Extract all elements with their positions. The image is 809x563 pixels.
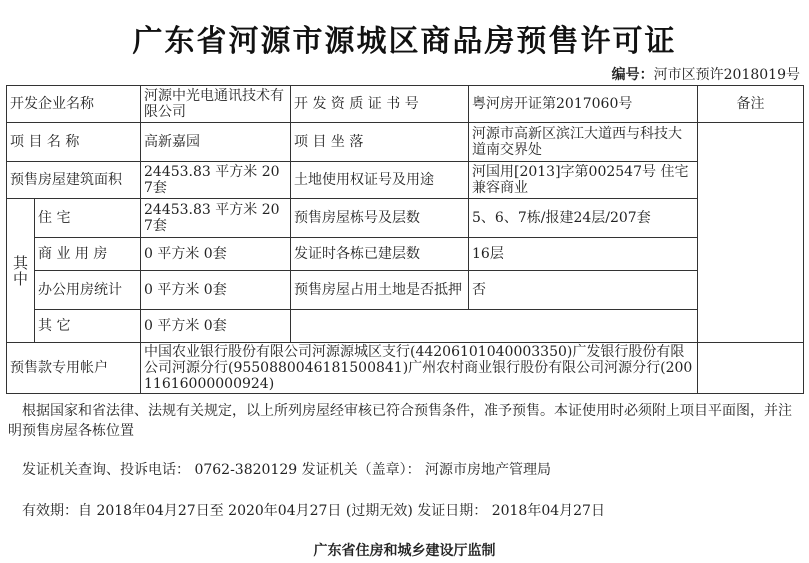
qualification-value: 粤河房开证第2017060号 (469, 86, 698, 123)
issuer-footer: 广东省住房和城乡建设厅监制 (313, 543, 496, 559)
project-name-value: 高新嘉园 (141, 123, 291, 162)
table-row (7, 162, 804, 199)
location-label: 项 目 坐 落 (291, 123, 469, 162)
permit-table (6, 85, 804, 394)
qualification-label: 开 发 资 质 证 书 号 (291, 86, 469, 123)
account-label: 预售款专用帐户 (7, 343, 141, 394)
developer-label: 开发企业名称 (7, 86, 141, 123)
floors-built-label: 发证时各栋已建层数 (291, 238, 469, 271)
location-value: 河源市高新区滨江大道西与科技大道南交界处 (469, 123, 698, 162)
permit-number-value: 河市区预许2018019号 (653, 67, 800, 83)
buildings-label: 预售房屋栋号及层数 (291, 199, 469, 238)
account-value: 中国农业银行股份有限公司河源源城区支行(44206101040003350)广发银行股份有限公司河源分行(9550880046181500841)广州农村商业银行股份有限公司河源分行(20011616000000924) (141, 343, 698, 394)
residential-label: 住 宅 (35, 199, 141, 238)
buildings-value: 5、6、7栋/报建24层/207套 (469, 199, 698, 238)
table-row (7, 238, 804, 271)
developer-value: 河源中光电通讯技术有限公司 (141, 86, 291, 123)
table-row (7, 199, 804, 238)
table-row (7, 123, 804, 162)
land-cert-label: 土地使用权证号及用途 (291, 162, 469, 199)
office-value: 0 平方米 0套 (141, 271, 291, 310)
table-row (7, 343, 804, 394)
table-row (7, 310, 804, 343)
commercial-label: 商 业 用 房 (35, 238, 141, 271)
permit-number (612, 64, 800, 84)
mortgage-label: 预售房屋占用土地是否抵押 (291, 271, 469, 310)
area-value: 24453.83 平方米 207套 (141, 162, 291, 199)
of-which-label (7, 199, 35, 343)
contact-line: 发证机关查询、投诉电话： 0762-3820129 发证机关（盖章）： 河源市房地产管理局 (22, 462, 552, 478)
office-label: 办公用房统计 (35, 271, 141, 310)
validity-line: 有效期：自 2018年04月27日至 2020年04月27日 (过期无效) 发证日期： 2018年04月27日 (22, 503, 605, 519)
project-name-label: 项 目 名 称 (7, 123, 141, 162)
other-value: 0 平方米 0套 (141, 310, 291, 343)
of-which-char-1: 其 (12, 253, 28, 272)
land-cert-value: 河国用[2013]字第002547号 住宅兼容商业 (469, 162, 698, 199)
approval-statement: 根据国家和省法律、法规有关规定，以上所列房屋经审核已符合预售条件，准予预售。本证使用时必须附上项目平面图，并注明预售房屋各栋位置 (8, 403, 792, 439)
of-which-char-2: 中 (12, 269, 28, 288)
other-label: 其 它 (35, 310, 141, 343)
empty-cell (291, 310, 804, 343)
document-title: 广东省河源市源城区商品房预售许可证 (132, 24, 677, 59)
table-row (7, 271, 804, 310)
mortgage-value: 否 (469, 271, 698, 310)
remarks-label: 备注 (698, 86, 804, 123)
floors-built-value: 16层 (469, 238, 698, 271)
area-label: 预售房屋建筑面积 (7, 162, 141, 199)
table-row (7, 86, 804, 123)
commercial-value: 0 平方米 0套 (141, 238, 291, 271)
account-remarks-cell (698, 343, 804, 394)
residential-value: 24453.83 平方米 207套 (141, 199, 291, 238)
permit-number-label: 编号： (611, 67, 654, 83)
